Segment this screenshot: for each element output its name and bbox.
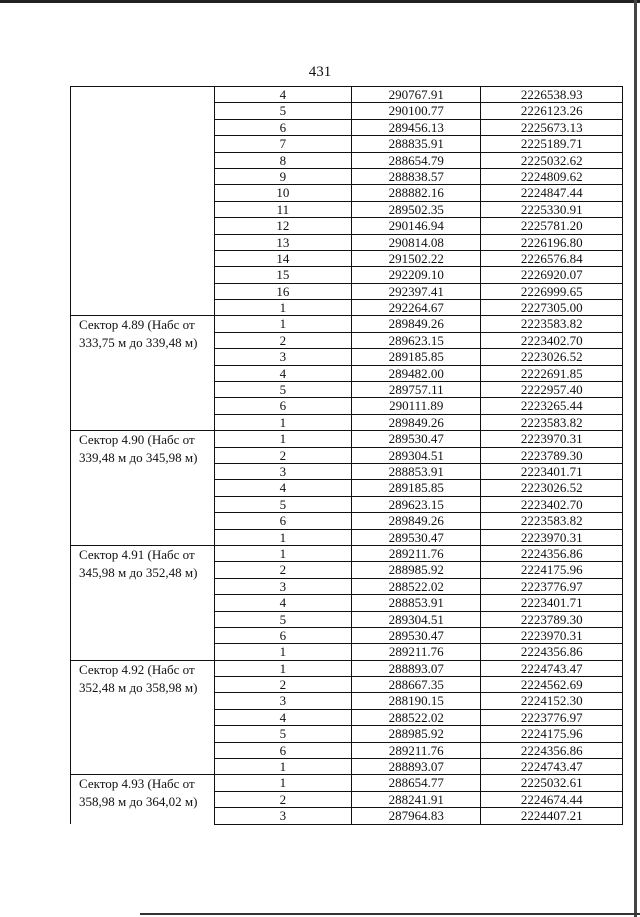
coordinate-y: 2224847.44 xyxy=(481,185,623,201)
point-number: 1 xyxy=(214,545,351,561)
point-number: 1 xyxy=(214,431,351,447)
coordinate-y: 2223583.82 xyxy=(481,316,623,332)
sector-label: Сектор 4.89 (Набс от 333,75 м до 339,48 м) xyxy=(71,316,215,431)
point-number: 6 xyxy=(214,627,351,643)
point-number: 3 xyxy=(214,578,351,594)
point-number: 5 xyxy=(214,611,351,627)
coordinate-y: 2226123.26 xyxy=(481,103,623,119)
coordinate-y: 2224356.86 xyxy=(481,545,623,561)
coordinate-y: 2225032.62 xyxy=(481,152,623,168)
table-row xyxy=(71,775,623,791)
table-row xyxy=(71,545,623,561)
coordinate-x: 288985.92 xyxy=(352,726,481,742)
coordinate-y: 2225189.71 xyxy=(481,136,623,152)
point-number: 7 xyxy=(214,136,351,152)
point-number: 5 xyxy=(214,103,351,119)
point-number: 4 xyxy=(214,480,351,496)
point-number: 9 xyxy=(214,168,351,184)
point-number: 4 xyxy=(214,87,351,103)
coordinate-x: 288190.15 xyxy=(352,693,481,709)
coordinate-y: 2226576.84 xyxy=(481,250,623,266)
coordinate-y: 2224356.86 xyxy=(481,742,623,758)
coordinate-x: 288835.91 xyxy=(352,136,481,152)
point-number: 4 xyxy=(214,595,351,611)
coordinate-x: 289849.26 xyxy=(352,513,481,529)
coordinate-x: 289482.00 xyxy=(352,365,481,381)
coordinate-x: 290814.08 xyxy=(352,234,481,250)
coordinate-y: 2223583.82 xyxy=(481,414,623,430)
point-number: 1 xyxy=(214,414,351,430)
coordinate-y: 2226920.07 xyxy=(481,267,623,283)
scan-edge-top xyxy=(0,0,640,3)
coordinate-x: 289757.11 xyxy=(352,382,481,398)
coordinate-y: 2225330.91 xyxy=(481,201,623,217)
point-number: 2 xyxy=(214,447,351,463)
coordinate-x: 292209.10 xyxy=(352,267,481,283)
coordinate-y: 2225781.20 xyxy=(481,218,623,234)
coordinate-y: 2224674.44 xyxy=(481,791,623,807)
table-row xyxy=(71,87,623,103)
coordinate-y: 2224743.47 xyxy=(481,660,623,676)
table-row xyxy=(71,431,623,447)
point-number: 1 xyxy=(214,644,351,660)
coordinate-x: 289530.47 xyxy=(352,529,481,545)
coordinate-y: 2223402.70 xyxy=(481,332,623,348)
coordinate-x: 288893.07 xyxy=(352,660,481,676)
coordinates-table xyxy=(70,86,623,825)
coordinate-y: 2223970.31 xyxy=(481,529,623,545)
coordinate-y: 2224562.69 xyxy=(481,677,623,693)
coordinate-y: 2223026.52 xyxy=(481,349,623,365)
sector-label: Сектор 4.92 (Набс от 352,48 м до 358,98 м) xyxy=(71,660,215,775)
coordinate-x: 288838.57 xyxy=(352,168,481,184)
point-number: 11 xyxy=(214,201,351,217)
coordinate-y: 2222957.40 xyxy=(481,382,623,398)
point-number: 14 xyxy=(214,250,351,266)
coordinate-x: 292264.67 xyxy=(352,300,481,316)
coordinate-x: 291502.22 xyxy=(352,250,481,266)
coordinate-x: 289530.47 xyxy=(352,431,481,447)
point-number: 2 xyxy=(214,677,351,693)
point-number: 15 xyxy=(214,267,351,283)
point-number: 16 xyxy=(214,283,351,299)
coordinate-x: 288882.16 xyxy=(352,185,481,201)
coordinate-x: 290767.91 xyxy=(352,87,481,103)
coordinate-y: 2223970.31 xyxy=(481,431,623,447)
coordinate-x: 288893.07 xyxy=(352,759,481,775)
point-number: 12 xyxy=(214,218,351,234)
coordinate-x: 288853.91 xyxy=(352,463,481,479)
point-number: 2 xyxy=(214,791,351,807)
coordinate-y: 2226196.80 xyxy=(481,234,623,250)
coordinate-y: 2225032.61 xyxy=(481,775,623,791)
point-number: 8 xyxy=(214,152,351,168)
point-number: 6 xyxy=(214,398,351,414)
coordinate-x: 288853.91 xyxy=(352,595,481,611)
coordinate-y: 2223970.31 xyxy=(481,627,623,643)
scan-edge-bottom xyxy=(140,913,640,915)
point-number: 13 xyxy=(214,234,351,250)
sector-label: Сектор 4.93 (Набс от 358,98 м до 364,02 м) xyxy=(71,775,215,824)
coordinate-x: 289211.76 xyxy=(352,644,481,660)
coordinate-x: 288985.92 xyxy=(352,562,481,578)
table-row xyxy=(71,316,623,332)
coordinate-x: 290111.89 xyxy=(352,398,481,414)
point-number: 3 xyxy=(214,463,351,479)
point-number: 1 xyxy=(214,316,351,332)
point-number: 4 xyxy=(214,365,351,381)
coordinate-x: 289502.35 xyxy=(352,201,481,217)
point-number: 5 xyxy=(214,382,351,398)
point-number: 10 xyxy=(214,185,351,201)
point-number: 3 xyxy=(214,349,351,365)
point-number: 1 xyxy=(214,529,351,545)
sector-label: Сектор 4.91 (Набс от 345,98 м до 352,48 м) xyxy=(71,545,215,660)
coordinate-x: 287964.83 xyxy=(352,808,481,824)
coordinate-y: 2223401.71 xyxy=(481,595,623,611)
sector-label xyxy=(71,87,215,316)
coordinate-y: 2226538.93 xyxy=(481,87,623,103)
coordinate-y: 2222691.85 xyxy=(481,365,623,381)
coordinate-y: 2224175.96 xyxy=(481,562,623,578)
coordinate-x: 289849.26 xyxy=(352,414,481,430)
table-row xyxy=(71,660,623,676)
page-number: 431 xyxy=(308,64,332,80)
point-number: 1 xyxy=(214,300,351,316)
coordinate-y: 2223583.82 xyxy=(481,513,623,529)
coordinate-y: 2224407.21 xyxy=(481,808,623,824)
coordinate-y: 2223789.30 xyxy=(481,611,623,627)
coordinate-x: 289849.26 xyxy=(352,316,481,332)
point-number: 6 xyxy=(214,742,351,758)
coordinate-x: 289304.51 xyxy=(352,447,481,463)
coordinate-x: 290146.94 xyxy=(352,218,481,234)
coordinate-y: 2224175.96 xyxy=(481,726,623,742)
point-number: 6 xyxy=(214,119,351,135)
coordinate-y: 2226999.65 xyxy=(481,283,623,299)
point-number: 5 xyxy=(214,496,351,512)
coordinate-y: 2225673.13 xyxy=(481,119,623,135)
coordinate-x: 289185.85 xyxy=(352,480,481,496)
sector-label: Сектор 4.90 (Набс от 339,48 м до 345,98 м) xyxy=(71,431,215,546)
coordinate-y: 2223265.44 xyxy=(481,398,623,414)
coordinate-x: 288654.77 xyxy=(352,775,481,791)
point-number: 2 xyxy=(214,562,351,578)
coordinate-y: 2223401.71 xyxy=(481,463,623,479)
coordinates-table-body xyxy=(71,87,623,825)
scan-edge-right xyxy=(634,0,637,917)
coordinate-x: 289456.13 xyxy=(352,119,481,135)
point-number: 1 xyxy=(214,775,351,791)
point-number: 1 xyxy=(214,660,351,676)
coordinate-x: 288241.91 xyxy=(352,791,481,807)
point-number: 6 xyxy=(214,513,351,529)
coordinate-x: 289185.85 xyxy=(352,349,481,365)
coordinate-x: 288522.02 xyxy=(352,578,481,594)
coordinate-y: 2224743.47 xyxy=(481,759,623,775)
coordinate-y: 2223776.97 xyxy=(481,578,623,594)
coordinate-y: 2223402.70 xyxy=(481,496,623,512)
coordinate-x: 289623.15 xyxy=(352,332,481,348)
coordinate-y: 2224356.86 xyxy=(481,644,623,660)
point-number: 3 xyxy=(214,808,351,824)
coordinate-x: 289211.76 xyxy=(352,545,481,561)
coordinate-y: 2227305.00 xyxy=(481,300,623,316)
point-number: 3 xyxy=(214,693,351,709)
coordinate-y: 2223026.52 xyxy=(481,480,623,496)
coordinate-x: 288522.02 xyxy=(352,709,481,725)
coordinate-x: 288654.79 xyxy=(352,152,481,168)
point-number: 1 xyxy=(214,759,351,775)
point-number: 4 xyxy=(214,709,351,725)
coordinate-y: 2223789.30 xyxy=(481,447,623,463)
coordinate-x: 289530.47 xyxy=(352,627,481,643)
coordinate-x: 288667.35 xyxy=(352,677,481,693)
coordinate-y: 2223776.97 xyxy=(481,709,623,725)
coordinate-y: 2224152.30 xyxy=(481,693,623,709)
coordinate-y: 2224809.62 xyxy=(481,168,623,184)
coordinate-x: 289623.15 xyxy=(352,496,481,512)
point-number: 2 xyxy=(214,332,351,348)
coordinate-x: 290100.77 xyxy=(352,103,481,119)
coordinate-x: 289211.76 xyxy=(352,742,481,758)
point-number: 5 xyxy=(214,726,351,742)
coordinate-x: 289304.51 xyxy=(352,611,481,627)
coordinate-x: 292397.41 xyxy=(352,283,481,299)
